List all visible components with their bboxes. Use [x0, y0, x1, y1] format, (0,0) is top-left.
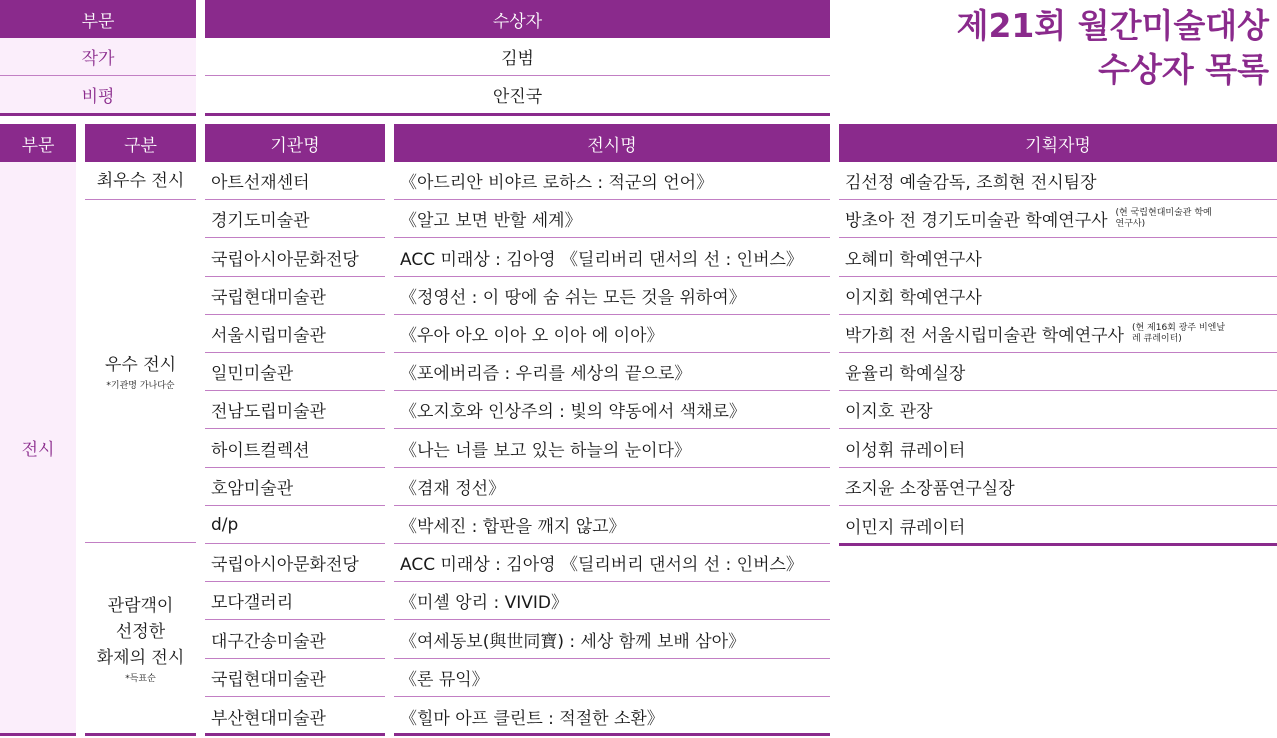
curator-note: (현 제16회 광주 비엔날레 큐레이터)	[1131, 322, 1226, 344]
page-title	[957, 4, 1269, 92]
exhibition-cell	[394, 315, 830, 353]
institution-cell-text: 국립아시아문화전당	[211, 249, 359, 270]
institution-cell-text: 서울시립미술관	[211, 326, 326, 346]
category-cell: 전시	[0, 162, 76, 733]
top-row-category: 비평	[0, 76, 196, 113]
institution-cell-text: 호암미술관	[211, 479, 294, 499]
division-excellent	[85, 200, 196, 543]
division-bottom-rule	[85, 733, 196, 736]
exhibition-cell-text: 《포에버리즘 : 우리를 세상의 끝으로》	[400, 364, 692, 384]
institution-cell	[205, 315, 385, 353]
top-table-bottom-rule	[205, 113, 830, 116]
curator-cell	[839, 468, 1277, 506]
division-label: 관람객이	[107, 595, 174, 616]
title-line-1: 제21회 월간미술대상	[956, 6, 1269, 45]
division-note: *기관명 가나다순	[106, 380, 175, 391]
curator-cell-text: 김선정 예술감독, 조희현 전시팀장	[845, 173, 1097, 193]
exhibition-cell-text: 《힐마 아프 클린트 : 적절한 소환》	[400, 708, 664, 729]
institution-cell	[205, 391, 385, 429]
institution-cell	[205, 429, 385, 468]
division-label: 화제의 전시	[96, 647, 185, 668]
top-row-winner: 안진국	[492, 87, 543, 107]
institution-cell	[205, 162, 385, 200]
curator-cell	[839, 506, 1277, 544]
institution-cell	[205, 238, 385, 277]
division-audience	[85, 543, 196, 733]
exhibition-cell-text: 《오지호와 인상주의 : 빛의 약동에서 색채로》	[400, 402, 746, 422]
top-row-winner: 김범	[205, 38, 830, 76]
exhibition-cell-text: 《아드리안 비야르 로하스 : 적군의 언어》	[400, 173, 714, 193]
top-header-category: 부문	[0, 0, 196, 38]
curator-cell-text: 방초아 전 경기도미술관 학예연구사	[845, 211, 1108, 231]
category-bottom-rule	[0, 733, 76, 736]
header-category: 부문	[0, 124, 76, 162]
curator-cell	[839, 315, 1277, 353]
exhibition-cell	[394, 544, 830, 582]
exhibition-cell-text: 《론 뮤익》	[400, 670, 489, 690]
institution-cell-text: 국립현대미술관	[211, 288, 326, 308]
curator-cell-text: 이성휘 큐레이터	[845, 440, 966, 461]
institution-cell	[205, 659, 385, 697]
division-label: 우수 전시	[104, 354, 177, 375]
curator-cell	[839, 391, 1277, 429]
header-division: 구분	[85, 124, 196, 162]
institution-cell-text: 경기도미술관	[211, 211, 310, 231]
exhibition-cell	[394, 429, 830, 468]
division-note: *득표순	[125, 673, 156, 684]
curator-cell	[839, 200, 1277, 238]
exhibition-cell-text: 《정영선 : 이 땅에 숨 쉬는 모든 것을 위하여》	[400, 288, 746, 308]
top-row-category: 작가	[0, 38, 196, 76]
exhibition-cell-text: 《박세진 : 합판을 깨지 않고》	[400, 517, 626, 537]
exhibition-cell	[394, 238, 830, 277]
institution-cell	[205, 544, 385, 582]
top-header-winner: 수상자	[205, 0, 830, 38]
institution-cell-text: d/p	[211, 514, 239, 535]
exhibition-cell	[394, 506, 830, 544]
exhibition-cell-text: 《알고 보면 반할 세계》	[400, 211, 582, 231]
institution-cell-text: 국립아시아문화전당	[211, 555, 359, 575]
institution-cell-text: 일민미술관	[211, 364, 294, 384]
exhibition-cell	[394, 582, 830, 620]
exhibition-cell	[394, 353, 830, 391]
exhibition-cell-text: ACC 미래상 : 김아영 《딜리버리 댄서의 선 : 인버스》	[400, 555, 803, 575]
institution-cell	[205, 506, 385, 544]
exhibition-cell	[394, 468, 830, 506]
exhibition-cell-text: 《나는 너를 보고 있는 하늘의 눈이다》	[400, 440, 691, 461]
header-institution: 기관명	[205, 124, 385, 162]
exhibition-cell	[394, 162, 830, 200]
division-label: 선정한	[115, 621, 166, 642]
curator-cell	[839, 238, 1277, 277]
exhibition-cell-text: 《우아 아오 이아 오 이아 에 이아》	[400, 326, 664, 346]
institution-cell-text: 모다갤러리	[211, 593, 294, 613]
institution-cell-text: 전남도립미술관	[211, 402, 326, 422]
institution-cell-text: 하이트컬렉션	[211, 440, 310, 461]
curator-note: (현 국립현대미술관 학예연구사)	[1115, 207, 1212, 229]
institution-cell-text: 국립현대미술관	[211, 670, 326, 690]
curator-cell-text: 오혜미 학예연구사	[845, 249, 982, 270]
institution-bottom-rule	[205, 733, 385, 736]
curator-cell	[839, 162, 1277, 200]
curator-cell-text: 조지윤 소장품연구실장	[845, 479, 1015, 499]
division-best	[85, 162, 196, 200]
exhibition-cell-text: 《여세동보(與世同寶) : 세상 함께 보배 삼아》	[400, 631, 746, 652]
institution-cell-text: 부산현대미술관	[211, 708, 326, 729]
institution-cell	[205, 468, 385, 506]
institution-cell-text: 아트선재센터	[211, 173, 310, 193]
curator-bottom-rule	[839, 543, 1277, 546]
curator-cell	[839, 277, 1277, 315]
institution-cell-text: 대구간송미술관	[211, 631, 326, 652]
institution-cell	[205, 582, 385, 620]
division-label: 최우수 전시	[96, 170, 185, 191]
institution-cell	[205, 697, 385, 735]
institution-cell	[205, 620, 385, 659]
exhibition-cell	[394, 620, 830, 659]
institution-cell	[205, 353, 385, 391]
exhibition-cell-text: 《미셸 앙리 : VIVID》	[400, 593, 569, 613]
curator-cell-text: 이지호 관장	[845, 402, 933, 422]
curator-cell-text: 이지회 학예연구사	[845, 288, 982, 308]
curator-cell	[839, 353, 1277, 391]
institution-cell	[205, 200, 385, 238]
exhibition-cell	[394, 277, 830, 315]
institution-cell	[205, 277, 385, 315]
exhibition-cell-text: 《겸재 정선》	[400, 479, 506, 499]
curator-cell	[839, 429, 1277, 468]
top-table-bottom-rule	[0, 113, 196, 116]
exhibition-cell	[394, 659, 830, 697]
exhibition-cell	[394, 697, 830, 735]
exhibition-cell	[394, 391, 830, 429]
title-line-2: 수상자 목록	[1098, 50, 1269, 89]
header-exhibition: 전시명	[394, 124, 830, 162]
exhibition-bottom-rule	[394, 733, 830, 736]
curator-cell-text: 박가희 전 서울시립미술관 학예연구사	[845, 326, 1124, 346]
exhibition-cell	[394, 200, 830, 238]
exhibition-cell-text: ACC 미래상 : 김아영 《딜리버리 댄서의 선 : 인버스》	[400, 249, 803, 270]
curator-cell-text: 윤율리 학예실장	[845, 364, 966, 384]
curator-cell-text: 이민지 큐레이터	[845, 517, 966, 538]
header-curator: 기획자명	[839, 124, 1277, 162]
